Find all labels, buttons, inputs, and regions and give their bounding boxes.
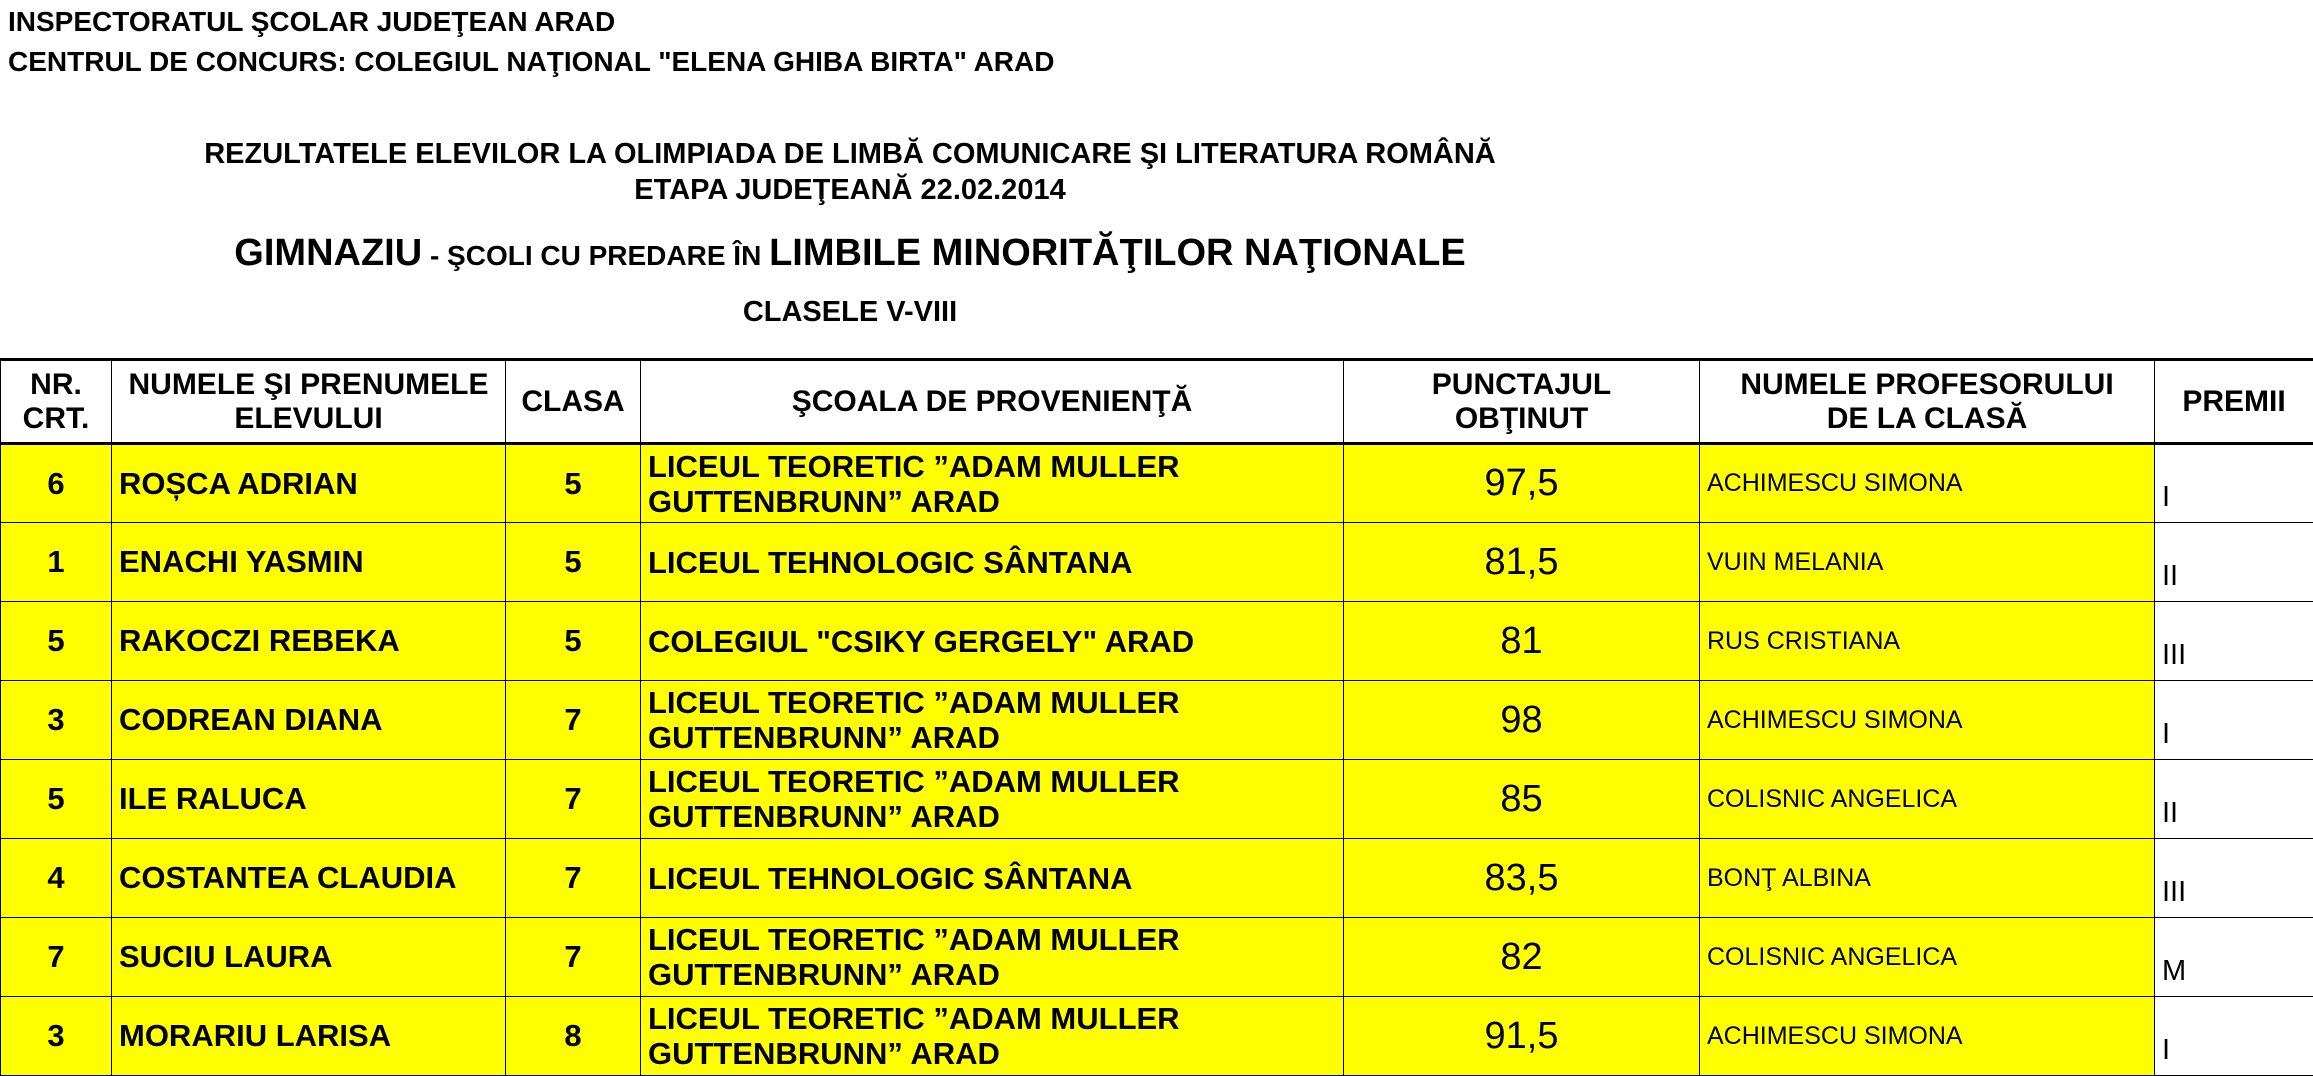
cell-school xyxy=(641,681,1344,760)
cell-prize: I xyxy=(2155,444,2313,523)
cell-school-line1: LICEUL TEORETIC ”ADAM MULLER xyxy=(648,1001,1343,1036)
header-student-name xyxy=(112,360,506,444)
cell-school-line1: LICEUL TEHNOLOGIC SÂNTANA xyxy=(648,861,1343,896)
cell-teacher: VUIN MELANIA xyxy=(1700,523,2155,602)
cell-student-name: MORARIU LARISA xyxy=(112,997,506,1076)
header-score-line1: PUNCTAJUL xyxy=(1344,368,1699,402)
cell-school-line1: LICEUL TEORETIC ”ADAM MULLER xyxy=(648,922,1343,957)
cell-school xyxy=(641,523,1344,602)
subtitle-level: GIMNAZIU xyxy=(234,232,422,274)
cell-nr: 1 xyxy=(1,523,112,602)
cell-student-name: ILE RALUCA xyxy=(112,760,506,839)
cell-prize: I xyxy=(2155,997,2313,1076)
header-school: ŞCOALA DE PROVENIENŢĂ xyxy=(641,360,1344,444)
cell-teacher: BONŢ ALBINA xyxy=(1700,839,2155,918)
header-score-line2: OBŢINUT xyxy=(1344,402,1699,436)
header-class: CLASA xyxy=(506,360,641,444)
cell-school-line1: LICEUL TEORETIC ”ADAM MULLER xyxy=(648,449,1343,484)
cell-school-line1: COLEGIUL "CSIKY GERGELY" ARAD xyxy=(648,624,1343,659)
cell-teacher: ACHIMESCU SIMONA xyxy=(1700,681,2155,760)
cell-class: 7 xyxy=(506,839,641,918)
cell-school-line1: LICEUL TEORETIC ”ADAM MULLER xyxy=(648,685,1343,720)
cell-score: 82 xyxy=(1344,918,1700,997)
cell-school-line2: GUTTENBRUNN” ARAD xyxy=(648,957,1343,992)
table-row xyxy=(1,523,2313,602)
cell-score: 97,5 xyxy=(1344,444,1700,523)
cell-school-line2: GUTTENBRUNN” ARAD xyxy=(648,799,1343,834)
table-row xyxy=(1,760,2313,839)
cell-class: 7 xyxy=(506,681,641,760)
cell-nr: 4 xyxy=(1,839,112,918)
cell-class: 5 xyxy=(506,444,641,523)
header-teacher xyxy=(1700,360,2155,444)
cell-school-line2: GUTTENBRUNN” ARAD xyxy=(648,1036,1343,1071)
subtitle-connector: - ŞCOLI CU PREDARE ÎN xyxy=(422,240,769,271)
cell-school xyxy=(641,918,1344,997)
cell-prize: III xyxy=(2155,602,2313,681)
table-row xyxy=(1,444,2313,523)
table-row xyxy=(1,602,2313,681)
header-student-name-line1: NUMELE ŞI PRENUMELE xyxy=(112,368,505,402)
cell-nr: 5 xyxy=(1,602,112,681)
cell-student-name: SUCIU LAURA xyxy=(112,918,506,997)
cell-nr: 5 xyxy=(1,760,112,839)
cell-score: 83,5 xyxy=(1344,839,1700,918)
cell-teacher: RUS CRISTIANA xyxy=(1700,602,2155,681)
cell-score: 81,5 xyxy=(1344,523,1700,602)
header-nr-line2: CRT. xyxy=(1,402,111,436)
header-nr xyxy=(1,360,112,444)
cell-prize: II xyxy=(2155,760,2313,839)
header-teacher-line2: DE LA CLASĂ xyxy=(1700,402,2154,436)
cell-score: 85 xyxy=(1344,760,1700,839)
classes-range: CLASELE V-VIII xyxy=(0,296,1700,329)
cell-class: 5 xyxy=(506,602,641,681)
header-nr-line1: NR. xyxy=(1,368,111,402)
table-header-row xyxy=(1,360,2313,444)
results-table xyxy=(0,358,2313,1076)
cell-class: 5 xyxy=(506,523,641,602)
cell-school xyxy=(641,444,1344,523)
cell-teacher: ACHIMESCU SIMONA xyxy=(1700,444,2155,523)
table-row xyxy=(1,997,2313,1076)
cell-school-line1: LICEUL TEHNOLOGIC SÂNTANA xyxy=(648,545,1343,580)
header-prizes: PREMII xyxy=(2155,360,2313,444)
header-score xyxy=(1344,360,1700,444)
cell-school xyxy=(641,760,1344,839)
cell-nr: 3 xyxy=(1,997,112,1076)
cell-class: 8 xyxy=(506,997,641,1076)
cell-score: 91,5 xyxy=(1344,997,1700,1076)
contest-center-header: CENTRUL DE CONCURS: COLEGIUL NAŢIONAL "ELENA GHIBA BIRTA" ARAD xyxy=(8,46,1054,78)
cell-school xyxy=(641,997,1344,1076)
cell-school-line2: GUTTENBRUNN” ARAD xyxy=(648,720,1343,755)
table-row xyxy=(1,681,2313,760)
inspectorate-header: INSPECTORATUL ŞCOLAR JUDEŢEAN ARAD xyxy=(8,6,615,38)
cell-school-line1: LICEUL TEORETIC ”ADAM MULLER xyxy=(648,764,1343,799)
cell-student-name: COSTANTEA CLAUDIA xyxy=(112,839,506,918)
cell-school xyxy=(641,602,1344,681)
cell-prize: III xyxy=(2155,839,2313,918)
cell-student-name: ENACHI YASMIN xyxy=(112,523,506,602)
cell-class: 7 xyxy=(506,760,641,839)
cell-prize: II xyxy=(2155,523,2313,602)
table-row xyxy=(1,839,2313,918)
section-subtitle xyxy=(0,232,1700,275)
cell-score: 81 xyxy=(1344,602,1700,681)
cell-teacher: COLISNIC ANGELICA xyxy=(1700,760,2155,839)
cell-student-name: RAKOCZI REBEKA xyxy=(112,602,506,681)
table-row xyxy=(1,918,2313,997)
cell-class: 7 xyxy=(506,918,641,997)
cell-nr: 3 xyxy=(1,681,112,760)
cell-nr: 7 xyxy=(1,918,112,997)
header-student-name-line2: ELEVULUI xyxy=(112,402,505,436)
cell-teacher: ACHIMESCU SIMONA xyxy=(1700,997,2155,1076)
cell-school xyxy=(641,839,1344,918)
cell-school-line2: GUTTENBRUNN” ARAD xyxy=(648,484,1343,519)
cell-student-name: CODREAN DIANA xyxy=(112,681,506,760)
cell-score: 98 xyxy=(1344,681,1700,760)
cell-student-name: ROȘCA ADRIAN xyxy=(112,444,506,523)
cell-prize: M xyxy=(2155,918,2313,997)
header-teacher-line1: NUMELE PROFESORULUI xyxy=(1700,368,2154,402)
cell-teacher: COLISNIC ANGELICA xyxy=(1700,918,2155,997)
cell-nr: 6 xyxy=(1,444,112,523)
results-title: REZULTATELE ELEVILOR LA OLIMPIADA DE LIMBĂ COMUNICARE ŞI LITERATURA ROMÂNĂ xyxy=(0,138,1700,171)
subtitle-languages: LIMBILE MINORITĂŢILOR NAŢIONALE xyxy=(769,232,1466,274)
cell-prize: I xyxy=(2155,681,2313,760)
stage-date: ETAPA JUDEŢEANĂ 22.02.2014 xyxy=(0,174,1700,207)
